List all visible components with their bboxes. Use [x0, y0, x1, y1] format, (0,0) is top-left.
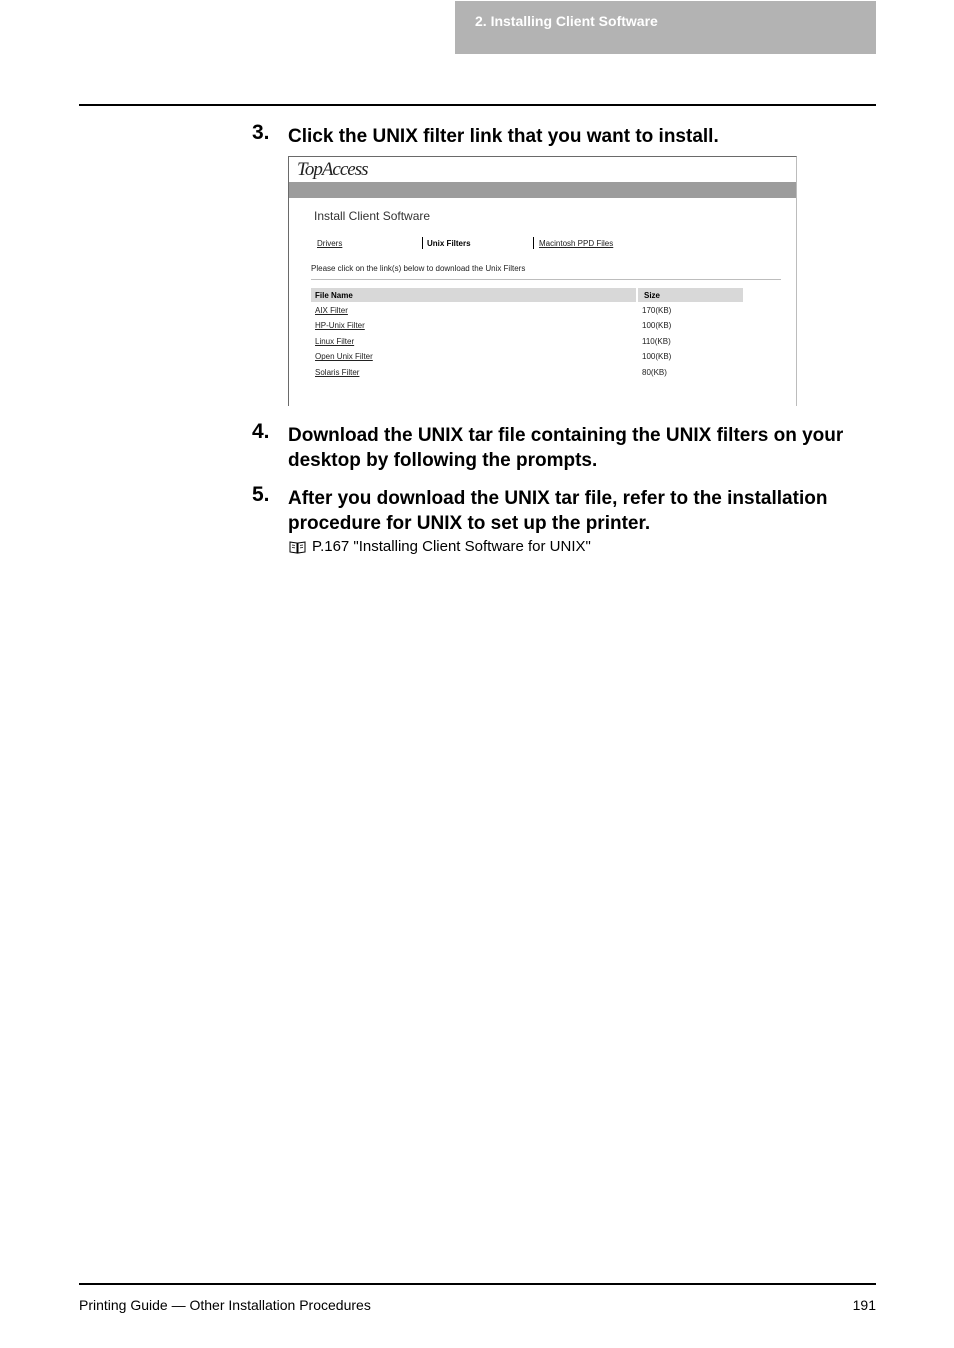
topaccess-screenshot: [288, 156, 797, 406]
section-header-label: 2. Installing Client Software: [475, 13, 658, 29]
tab-unix-filters[interactable]: Unix Filters: [427, 239, 471, 248]
topaccess-logo: TopAccess: [297, 159, 368, 180]
linux-filter-link[interactable]: Linux Filter: [315, 336, 355, 346]
book-icon: [289, 540, 306, 554]
footer-title: Printing Guide — Other Installation Procedures: [79, 1297, 371, 1313]
download-instruction: Please click on the link(s) below to download the Unix Filters: [311, 264, 526, 273]
file-size: 80(KB): [642, 367, 667, 377]
screenshot-page-title: Install Client Software: [314, 209, 431, 223]
section-header-tab: [455, 1, 876, 54]
step-line: Click the UNIX filter link that you want to install.: [288, 126, 719, 147]
bottom-divider: [79, 1283, 876, 1285]
file-size: 100(KB): [642, 352, 672, 362]
table-row: [311, 348, 743, 363]
step-text: [288, 124, 876, 149]
tab-separator: [533, 237, 534, 249]
step-text: [288, 423, 876, 473]
step-number: 4.: [252, 420, 270, 443]
table-row: [311, 302, 743, 317]
tab-separator: [422, 237, 423, 249]
hp-unix-filter-link[interactable]: HP-Unix Filter: [315, 321, 365, 331]
file-size: 110(KB): [642, 336, 671, 346]
open-unix-filter-link[interactable]: Open Unix Filter: [315, 352, 373, 362]
table-row: [311, 364, 743, 379]
step-number: 5.: [252, 483, 270, 506]
step-line: desktop by following the prompts.: [288, 450, 598, 471]
file-size: 100(KB): [642, 321, 672, 331]
top-divider: [79, 104, 876, 106]
column-header-size: Size: [638, 288, 743, 302]
aix-filter-link[interactable]: AIX Filter: [315, 306, 348, 315]
table-header-row: [311, 288, 743, 302]
file-size: 170(KB): [642, 306, 672, 315]
header-band: [289, 182, 796, 198]
step-number: 3.: [252, 121, 270, 144]
table-row: [311, 333, 743, 348]
tab-drivers[interactable]: Drivers: [317, 239, 343, 248]
solaris-filter-link[interactable]: Solaris Filter: [315, 367, 360, 377]
step-line: procedure for UNIX to set up the printer.: [288, 513, 651, 534]
reference-text: P.167 "Installing Client Software for UNIX": [312, 538, 591, 555]
table-row: [311, 317, 743, 332]
step-line: Download the UNIX tar file containing the UNIX filters on your: [288, 425, 844, 446]
column-header-file-name: File Name: [311, 288, 636, 302]
step-line: After you download the UNIX tar file, refer to the installation: [288, 488, 828, 509]
tab-macintosh-ppd[interactable]: Macintosh PPD Files: [539, 239, 614, 248]
cross-reference[interactable]: [289, 538, 591, 555]
step-text: [288, 486, 876, 536]
filter-table: [311, 288, 743, 379]
page-number: 191: [852, 1297, 876, 1313]
instruction-divider: [311, 279, 781, 280]
